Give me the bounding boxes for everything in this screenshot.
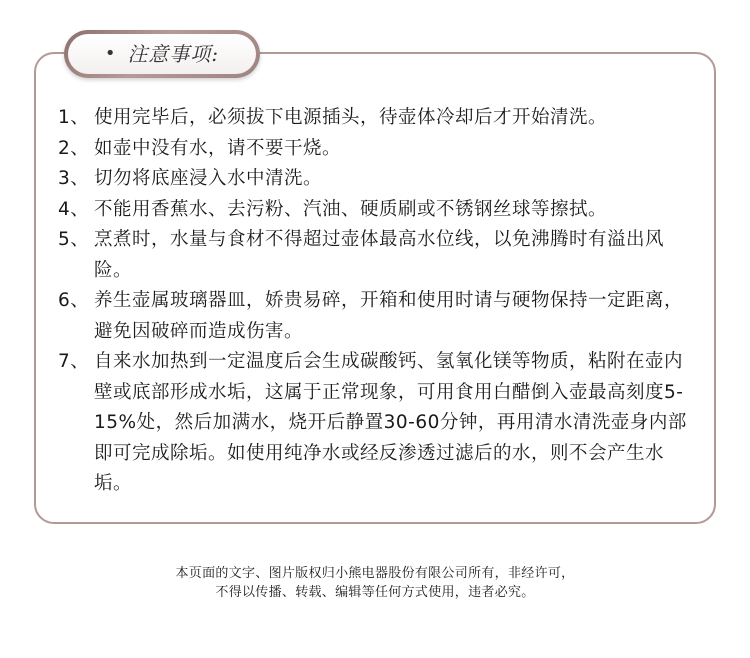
page-title: 注意事项: — [127, 42, 220, 66]
list-item — [58, 103, 698, 134]
item-text: 使用完毕后，必须拔下电源插头，待壶体冷却后才开始清洗。 — [94, 107, 608, 128]
item-text: 如壶中没有水，请不要干烧。 — [94, 137, 342, 159]
title-badge-inner — [68, 34, 256, 74]
item-number: 1、 — [58, 107, 90, 128]
list-item — [58, 225, 698, 286]
item-text: 烹煮时，水量与食材不得超过壶体最高水位线，以免沸腾时有溢出风险。 — [94, 229, 665, 281]
copyright-line-2: 不得以传播、转载、编辑等任何方式使用，违者必究。 — [215, 585, 535, 600]
item-text: 自来水加热到一定温度后会生成碳酸钙、氢氧化镁等物质，粘附在壶内壁或底部形成水垢，这属于正常现象，可用食用白醋倒入壶最高刻度5-15%处，然后加满水，烧开后静置30-60分钟，再用清水清洗壶身内部即可完成除垢。如使用纯净水或经反渗透过滤后的水，则不会产生水垢。 — [94, 351, 687, 494]
item-number: 3、 — [58, 168, 90, 189]
bullet-icon: • — [104, 43, 116, 64]
item-text: 不能用香蕉水、去污粉、汽油、硬质刷或不锈钢丝球等擦拭。 — [94, 198, 608, 220]
list-item — [58, 286, 698, 347]
item-text: 养生壶属玻璃器皿，娇贵易碎，开箱和使用时请与硬物保持一定距离，避免因破碎而造成伤害。 — [94, 290, 684, 342]
item-number: 2、 — [58, 137, 90, 159]
list-item — [58, 164, 698, 195]
item-number: 6、 — [58, 290, 90, 311]
item-text: 切勿将底座浸入水中清洗。 — [94, 168, 323, 189]
title-badge — [64, 30, 260, 78]
copyright-line-1: 本页面的文字、图片版权归小熊电器股份有限公司所有，非经许可， — [175, 566, 575, 581]
notice-list — [58, 103, 698, 500]
item-number: 4、 — [58, 198, 90, 220]
list-item — [58, 195, 698, 226]
item-number: 5、 — [58, 229, 90, 250]
list-item — [58, 134, 698, 165]
list-item — [58, 347, 698, 500]
item-number: 7、 — [58, 351, 90, 372]
